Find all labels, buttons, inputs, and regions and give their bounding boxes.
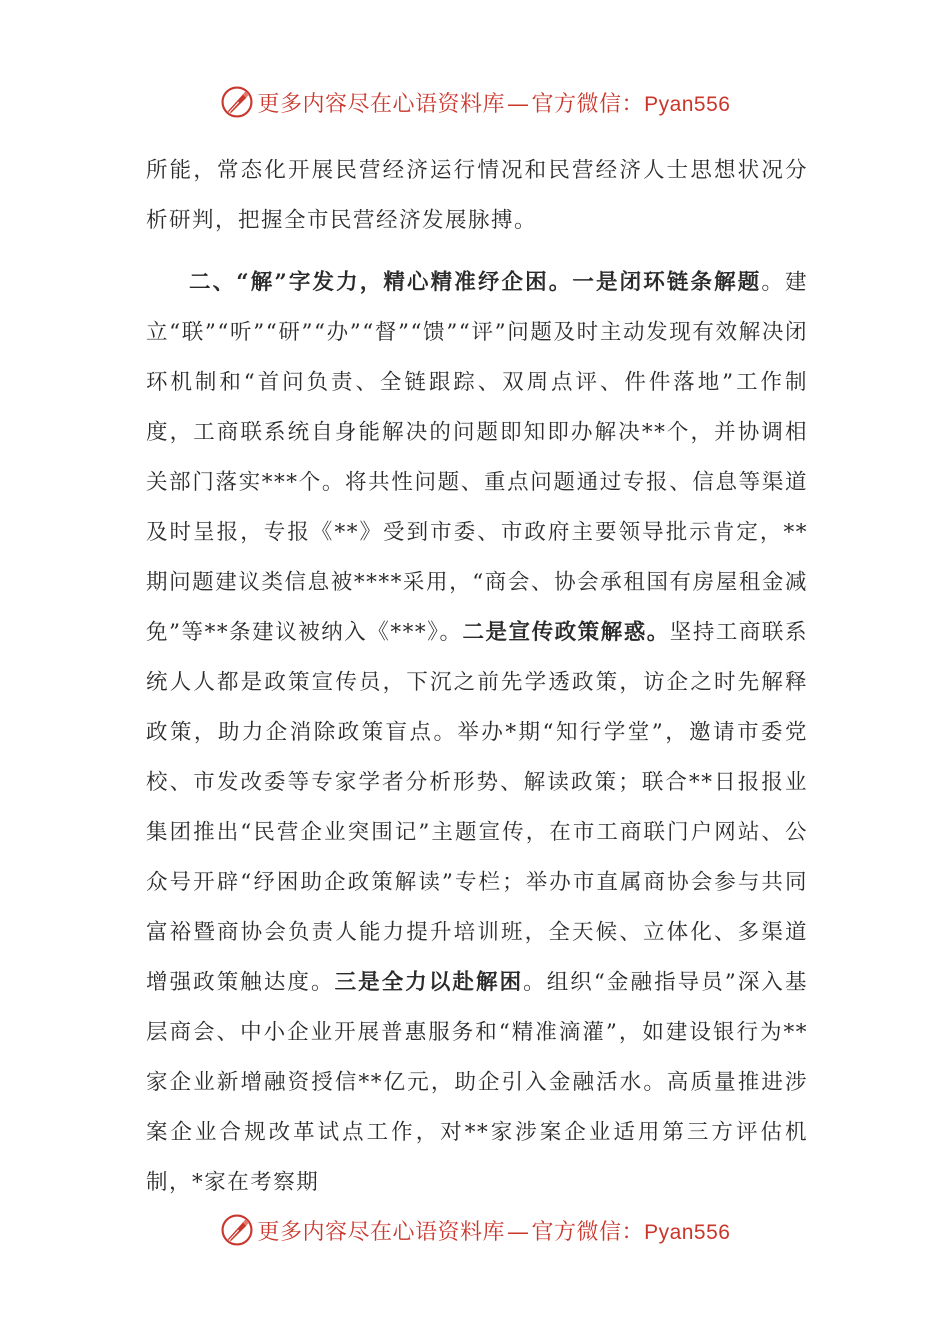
subsection-1-text: 。建立“联”“听”“研”“办”“督”“馈”“评”问题及时主动发现有效解决闭环机制和“首问负责、全链跟踪、双周点评、件件落地”工作制度，工商联系统自身能解决的问题即知即办解决**个，并协调相关部门落实***个。将共性问题、重点问题通过专报、信息等渠道及时呈报，专报《**》受到市委、市政府主要领导批示肯定，**期问题建议类信息被****采用，“商会、协会承租国有房屋租金减免”等**条建议被纳入《***》。	[146, 270, 808, 645]
watermark-brand-text: 更多内容尽在心语资料库	[257, 1219, 506, 1245]
pen-nib-logo-icon	[220, 85, 254, 119]
watermark-separator: —	[507, 1219, 530, 1245]
watermark-header	[0, 82, 950, 122]
subsection-2-text: 坚持工商联系统人人都是政策宣传员，下沉之前先学透政策，访企之时先解释政策，助力企消除政策盲点。举办*期“知行学堂”，邀请市委党校、市发改委等专家学者分析形势、解读政策；联合**日报报业集团推出“民营企业突围记”主题宣传，在市工商联门户网站、公众号开辟“纾困助企政策解读”专栏；举办市直属商协会参与共同富裕暨商协会负责人能力提升培训班，全天候、立体化、多渠道增强政策触达度。	[146, 620, 808, 995]
paragraph-section-two	[146, 258, 808, 1208]
subsection-3-title: 三是全力以赴解困	[334, 970, 524, 995]
subsection-2-title: 二是宣传政策解惑。	[462, 620, 670, 645]
watermark-brand-text: 更多内容尽在心语资料库	[257, 91, 506, 117]
watermark-wechat-id: Pyan556	[644, 92, 731, 116]
pen-nib-logo-icon	[220, 1213, 254, 1247]
watermark-footer	[0, 1210, 950, 1250]
subsection-3-text: 。组织“金融指导员”深入基层商会、中小企业开展普惠服务和“精准滴灌”，如建设银行为**家企业新增融资授信**亿元，助企引入金融活水。高质量推进涉案企业合规改革试点工作，对**家涉案企业适用第三方评估机制，*家在考察期	[146, 970, 808, 1195]
subsection-1-title: 一是闭环链条解题	[572, 270, 762, 295]
paragraph-continuation: 所能，常态化开展民营经济运行情况和民营经济人士思想状况分析研判，把握全市民营经济发展脉搏。	[146, 158, 808, 233]
watermark-separator: —	[507, 91, 530, 117]
section-heading: 二、“解”字发力，精心精准纾企困。	[189, 270, 573, 295]
watermark-wechat-id: Pyan556	[644, 1220, 731, 1244]
watermark-label: 官方微信：	[531, 1219, 645, 1245]
document-body	[146, 146, 808, 1208]
watermark-label: 官方微信：	[531, 91, 645, 117]
